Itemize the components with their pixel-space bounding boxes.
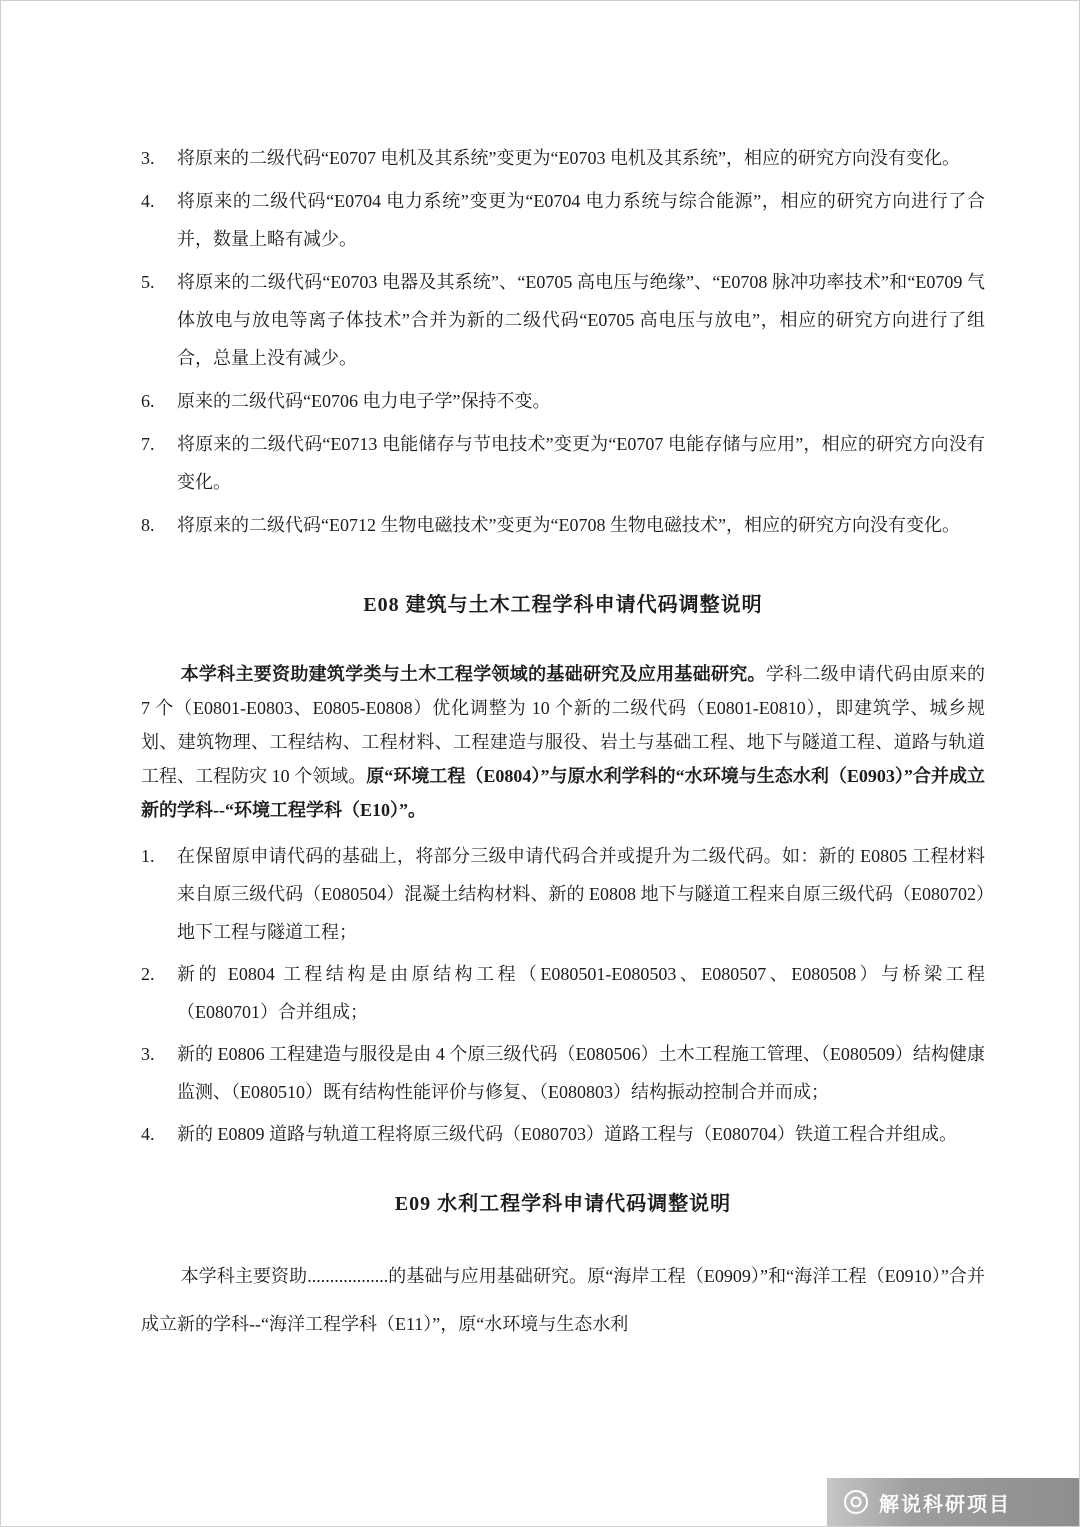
- section-title-e09: E09 水利工程学科申请代码调整说明: [394, 1193, 732, 1215]
- list-item-number: 4.: [141, 191, 155, 211]
- list-item-text: 将原来的二级代码“E0704 电力系统”变更为“E0704 电力系统与综合能源”，相应的研究方向进行了合并，数量上略有减少。: [177, 191, 985, 249]
- list-item-text: 将原来的二级代码“E0712 生物电磁技术”变更为“E0708 生物电磁技术”，相应的研究方向没有变化。: [177, 515, 960, 535]
- list-item: [141, 263, 985, 377]
- list-item: [141, 1115, 985, 1153]
- list-item: [141, 139, 985, 177]
- e08-intro-bold-lead: 本学科主要资助建筑学类与土木工程学领域的基础研究及应用基础研究。: [180, 664, 766, 684]
- e08-intro-bold-tail: 原“环境工程（E0804）”与原水利学科的“水环境与生态水利（E0903）”合并成立新的学科--“环境工程学科（E10）”。: [141, 766, 985, 820]
- list-item-number: 1.: [141, 846, 155, 866]
- list-item-text: 原来的二级代码“E0706 电力电子学”保持不变。: [177, 391, 551, 411]
- list-item-number: 4.: [141, 1124, 155, 1144]
- list-item-number: 8.: [141, 515, 155, 535]
- list-item: [141, 1035, 985, 1111]
- e08-intro-body: 学科二级申请代码由原来的 7 个（E0801-E0803、E0805-E0808）优化调整为 10 个新的二级代码（E0801-E0810），即建筑学、城乡规划、建筑物理、工程结构、工程材料、工程建造与服役、岩土与基础工程、地下与隧道工程、道路与轨道工程、工程防灾 10 个领域。: [141, 664, 986, 786]
- list-item-text: 新的 E0806 工程建造与服役是由 4 个原三级代码（E080506）土木工程施工管理、（E080509）结构健康监测、（E080510）既有结构性能评价与修复、（E080803）结构振动控制合并而成；: [177, 1044, 985, 1102]
- section-title-e08: E08 建筑与土木工程学科申请代码调整说明: [363, 594, 763, 616]
- watermark-banner: [827, 1478, 1079, 1526]
- e08-intro-paragraph: [141, 657, 985, 827]
- list-item: [141, 506, 985, 544]
- list-item-text: 新的 E0804 工程结构是由原结构工程（E080501-E080503、E080507、E080508）与桥梁工程（E080701）合并组成；: [177, 964, 985, 1022]
- list-item-text: 新的 E0809 道路与轨道工程将原三级代码（E080703）道路工程与（E080704）铁道工程合并组成。: [177, 1124, 957, 1144]
- list-item: [141, 837, 985, 951]
- list-item-number: 3.: [141, 148, 155, 168]
- list-item-text: 将原来的二级代码“E0713 电能储存与节电技术”变更为“E0707 电能存储与应用”，相应的研究方向没有变化。: [177, 434, 985, 492]
- list-item-text: 将原来的二级代码“E0707 电机及其系统”变更为“E0703 电机及其系统”，相应的研究方向没有变化。: [177, 148, 960, 168]
- document-content: [141, 139, 985, 1348]
- e09-intro-paragraph: 本学科主要资助..................的基础与应用基础研究。原“海岸工程（E0909）”和“海洋工程（E0910）”合并成立新的学科--“海洋工程学科（E11）”，原“水环境与生态水利: [141, 1266, 985, 1334]
- list-item: [141, 425, 985, 501]
- e07-adjustment-list: [141, 139, 985, 544]
- list-item: [141, 182, 985, 258]
- list-item-number: 6.: [141, 391, 155, 411]
- list-item: [141, 955, 985, 1031]
- list-item-text: 在保留原申请代码的基础上，将部分三级申请代码合并或提升为二级代码。如：新的 E0805 工程材料来自原三级代码（E080504）混凝土结构材料、新的 E0808 地下与隧道工程来自原三级代码（E080702）地下工程与隧道工程；: [177, 846, 985, 942]
- list-item-number: 7.: [141, 434, 155, 454]
- e08-adjustment-list: [141, 837, 985, 1153]
- list-item: [141, 382, 985, 420]
- list-item-number: 2.: [141, 964, 155, 984]
- list-item-number: 3.: [141, 1044, 155, 1064]
- watermark-logo-icon: [841, 1487, 871, 1517]
- watermark-text: 解说科研项目: [879, 1493, 1011, 1516]
- list-item-text: 将原来的二级代码“E0703 电器及其系统”、“E0705 高电压与绝缘”、“E0708 脉冲功率技术”和“E0709 气体放电与放电等离子体技术”合并为新的二级代码“E0705 高电压与放电”，相应的研究方向进行了组合，总量上没有减少。: [177, 272, 985, 368]
- list-item-number: 5.: [141, 272, 155, 292]
